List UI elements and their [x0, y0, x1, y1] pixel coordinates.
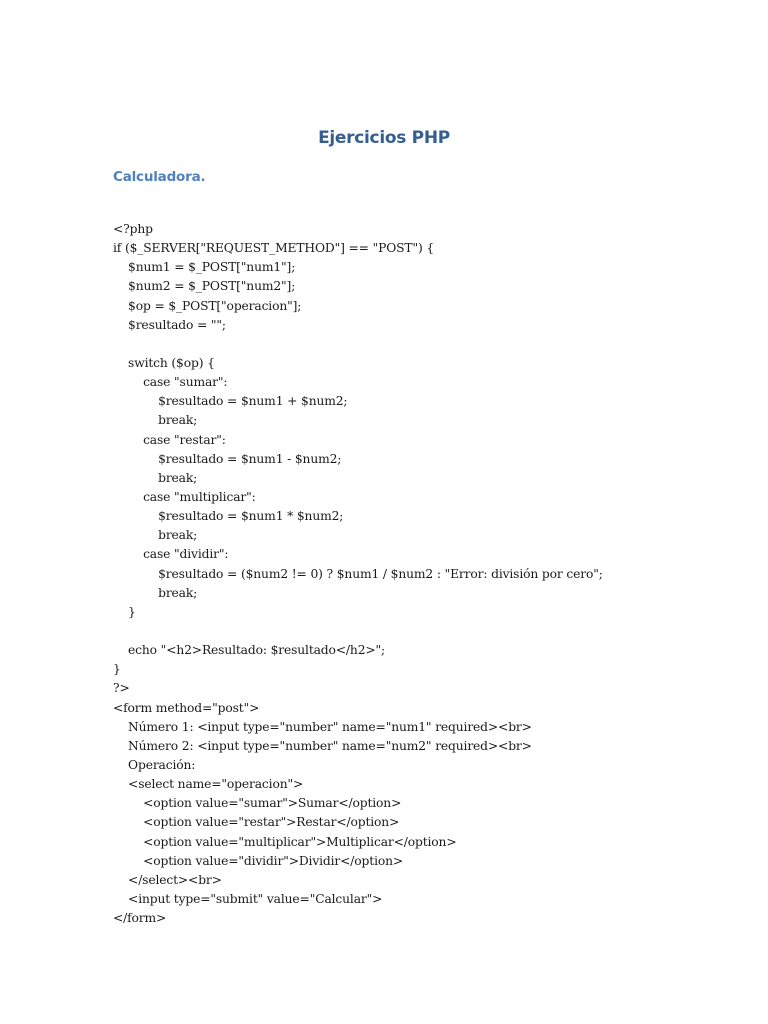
code-line: <select name="operacion"> — [113, 777, 304, 792]
code-line: $num2 = $_POST["num2"]; — [113, 279, 296, 294]
code-line: $op = $_POST["operacion"]; — [113, 298, 302, 313]
code-line — [113, 335, 733, 354]
code-line: <input type="submit" value="Calcular"> — [113, 891, 383, 906]
code-line: $resultado = $num1 + $num2; — [113, 394, 348, 409]
code-line: $resultado = ($num2 != 0) ? $num1 / $num2 : "Error: división por cero"; — [113, 566, 603, 581]
code-line: <option value="dividir">Dividir</option> — [113, 853, 404, 868]
code-line: <?php — [113, 222, 153, 236]
document-title: Ejercicios PHP — [318, 128, 450, 148]
code-line: <option value="sumar">Sumar</option> — [113, 796, 402, 811]
section-heading: Calculadora. — [113, 169, 206, 185]
code-line: </form> — [113, 911, 167, 926]
code-line: $resultado = ""; — [113, 317, 226, 332]
code-line: break; — [113, 585, 198, 600]
code-line: break; — [113, 528, 198, 543]
code-line: break; — [113, 470, 198, 485]
code-line: <form method="post"> — [113, 700, 260, 715]
code-line: break; — [113, 413, 198, 428]
code-line: Operación: — [113, 757, 196, 772]
code-line: case "dividir": — [113, 547, 229, 562]
code-block — [113, 220, 733, 928]
code-line: case "sumar": — [113, 375, 228, 390]
code-line: $resultado = $num1 * $num2; — [113, 509, 344, 524]
code-line: switch ($op) { — [113, 355, 215, 370]
code-line: if ($_SERVER["REQUEST_METHOD"] == "POST") { — [113, 241, 435, 256]
code-line: } — [113, 604, 136, 619]
code-line: } — [113, 662, 121, 677]
code-line: </select><br> — [113, 872, 222, 887]
code-line: case "restar": — [113, 432, 226, 447]
code-line: echo "<h2>Resultado: $resultado</h2>"; — [113, 643, 386, 658]
code-line: case "multiplicar": — [113, 489, 256, 504]
code-line: <option value="restar">Restar</option> — [113, 815, 400, 830]
code-line: Número 2: <input type="number" name="num2" required><br> — [113, 738, 532, 753]
code-line: $resultado = $num1 - $num2; — [113, 451, 342, 466]
code-line: $num1 = $_POST["num1"]; — [113, 260, 296, 275]
code-line: ?> — [113, 681, 130, 696]
code-line: <option value="multiplicar">Multiplicar</option> — [113, 834, 457, 849]
code-line: Número 1: <input type="number" name="num1" required><br> — [113, 719, 532, 734]
code-line — [113, 622, 733, 641]
